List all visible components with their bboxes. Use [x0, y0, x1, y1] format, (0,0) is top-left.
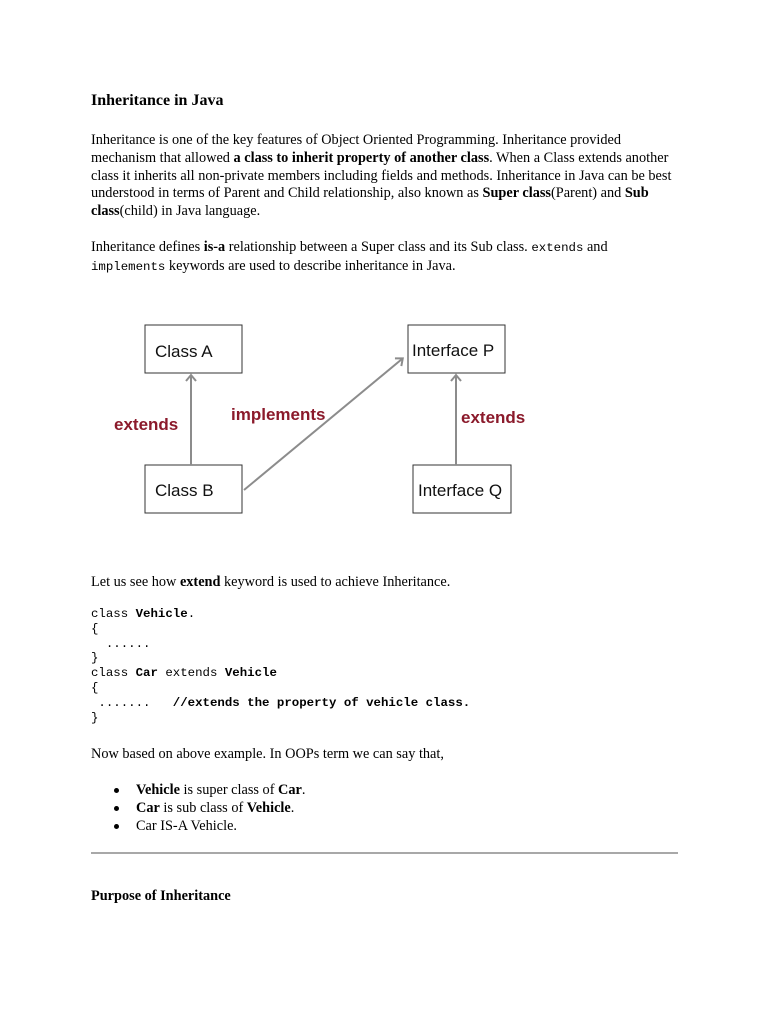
code-token: ...... [91, 636, 151, 651]
implements-label: implements [231, 405, 326, 424]
list-item: Car IS-A Vehicle. [91, 817, 305, 835]
code-token: } [91, 651, 99, 666]
bold-run: Vehicle [136, 782, 180, 798]
page-title: Inheritance in Java [91, 92, 224, 109]
code-token: . [187, 607, 196, 621]
code-keyword: extends [531, 241, 584, 255]
bold-run: Sub class [91, 185, 649, 220]
code-token: { [91, 680, 99, 695]
text-run: . [301, 782, 306, 798]
class-b-label: Class B [155, 481, 214, 500]
bold-run: extend [179, 574, 221, 590]
extends-label-left: extends [114, 415, 179, 434]
text-run: keywords are used to describe inheritance in Java. [165, 257, 456, 274]
bold-run: Vehicle [246, 800, 291, 816]
example-intro-paragraph [91, 574, 681, 592]
defines-paragraph [91, 239, 681, 277]
code-token: class [91, 666, 136, 681]
section-heading: Purpose of Inheritance [91, 888, 231, 904]
text-run: (child) in Java language. [119, 203, 261, 220]
text-run: is super class of [179, 782, 279, 798]
text-run: . [290, 800, 295, 816]
horizontal-divider [91, 852, 678, 854]
list-item [91, 781, 305, 799]
text-run: Inheritance defines [91, 239, 204, 255]
bold-run: a class to inherit property of another class [233, 149, 490, 166]
bullet-list [91, 781, 305, 835]
class-b-box [145, 465, 242, 513]
intro-paragraph [91, 132, 681, 221]
inheritance-diagram [108, 316, 538, 522]
code-comment: //extends the property of vehicle class. [172, 695, 471, 710]
code-token: ....... [91, 695, 173, 710]
code-token: { [91, 621, 99, 636]
code-token: Vehicle [135, 607, 188, 621]
code-token: Vehicle [224, 666, 277, 681]
text-run: (Parent) and [551, 185, 625, 202]
text-run: is sub class of [159, 800, 247, 816]
oops-intro-paragraph: Now based on above example. In OOPs term we can say that, [91, 746, 444, 762]
bold-run: Car [278, 782, 302, 798]
class-a-label: Class A [155, 342, 213, 361]
code-token: extends [157, 666, 225, 681]
code-token: } [91, 710, 99, 725]
text-run: Let us see how [91, 574, 180, 590]
code-block [91, 607, 470, 725]
class-a-box [145, 325, 242, 373]
interface-q-label: Interface Q [418, 481, 503, 500]
interface-q-box [413, 465, 511, 513]
list-item [91, 799, 305, 817]
bold-run: Car [136, 800, 160, 816]
bold-run: is-a [203, 239, 226, 255]
implements-arrow [244, 359, 402, 490]
extends-label-right: extends [461, 408, 526, 427]
text-run: Inheritance is one of the key features of Object Oriented Programming. Inheritance provided mechanism that allowed [91, 132, 621, 166]
code-token: class [91, 607, 136, 621]
code-token: Car [135, 666, 158, 681]
bold-run: Super class [482, 185, 551, 202]
interface-p-label: Interface P [412, 341, 495, 360]
text-run: keyword is used to achieve Inheritance. [220, 574, 451, 590]
text-run: and [583, 239, 608, 255]
code-keyword: implements [91, 259, 166, 274]
interface-p-box [408, 325, 505, 373]
text-run: . When a Class extends another class it inherits all non-private members including fields and methods. Inheritance in Java can be best understood in terms of Parent and Child relationship, also known as [91, 149, 672, 202]
text-run: relationship between a Super class and its Sub class. [225, 239, 532, 255]
